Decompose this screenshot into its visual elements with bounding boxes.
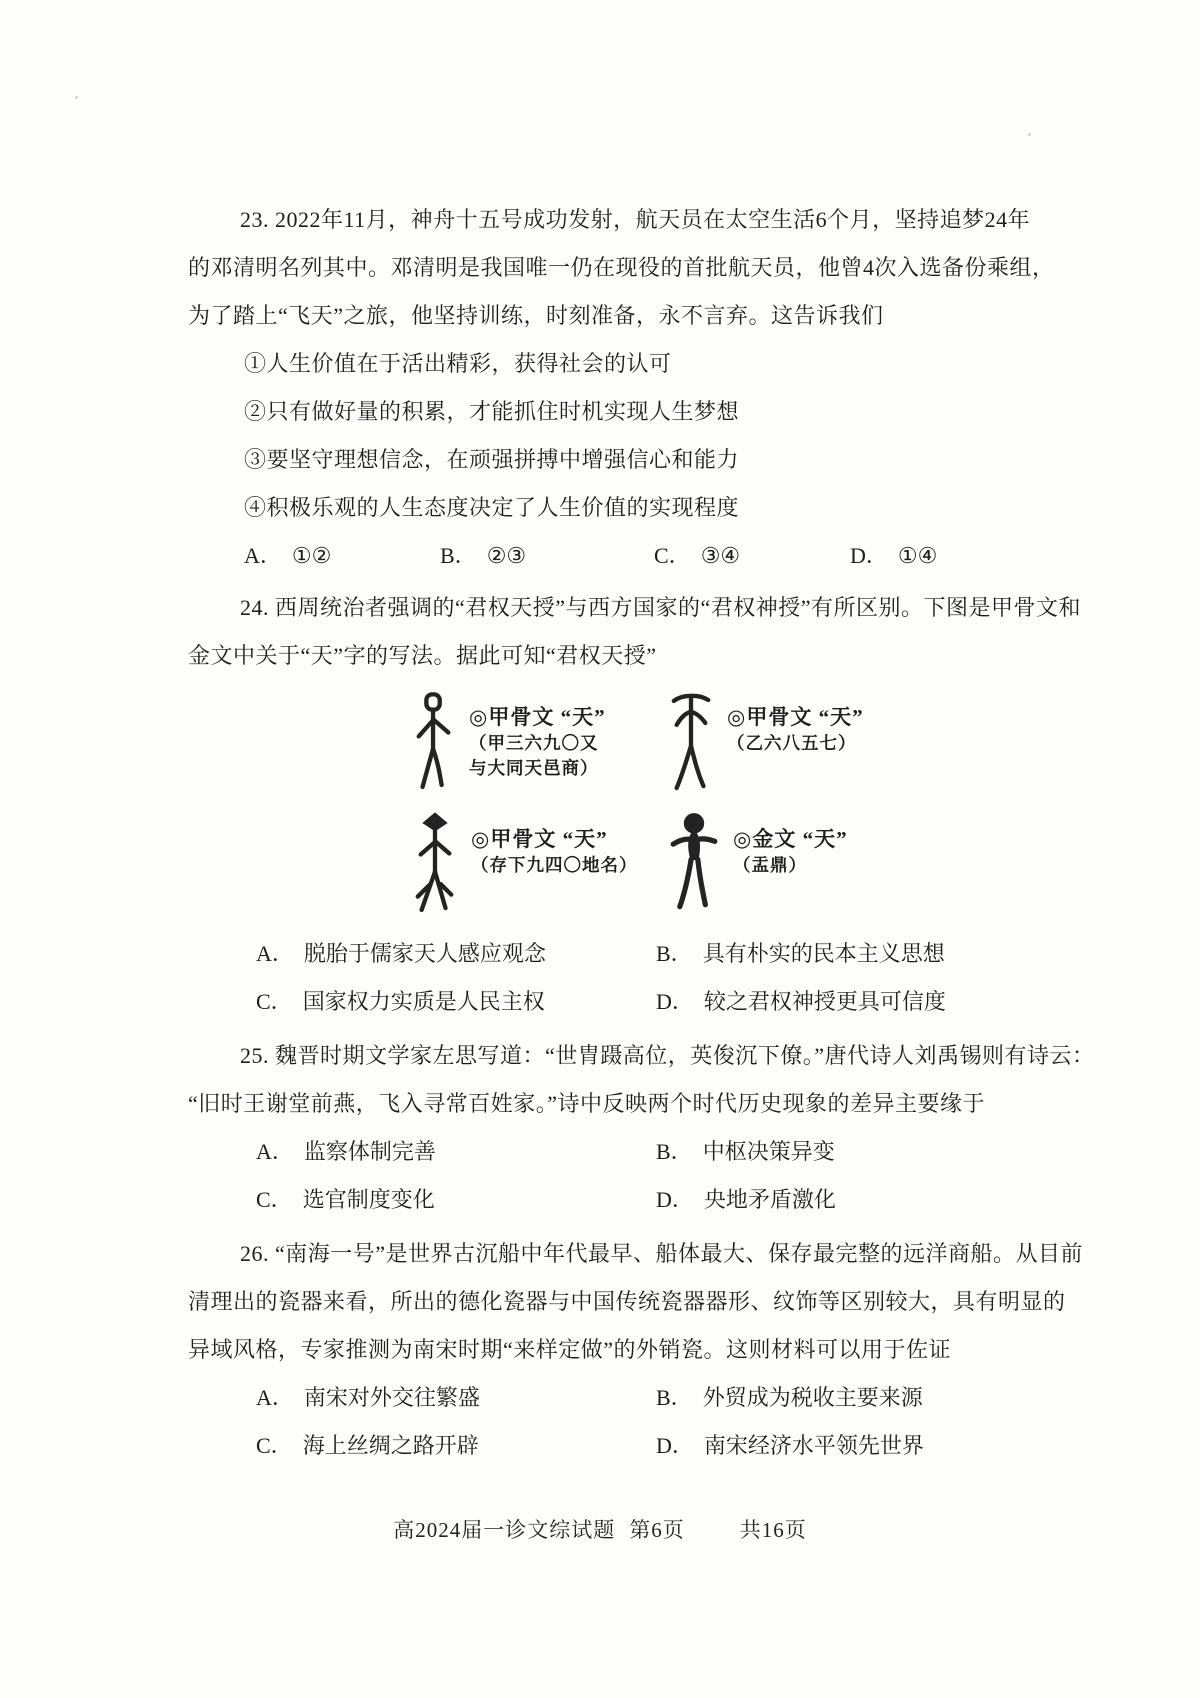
oracle-script-figure-panel [413,690,1070,918]
option-b [656,1374,923,1422]
option-key: C． [256,989,293,1014]
option-key: C． [654,543,691,568]
figure-title: ◎甲骨文 “天” [471,827,608,851]
figure-title: ◎甲骨文 “天” [469,705,606,729]
option-key: D． [850,543,888,568]
oracle-bone-tian-glyph-1-icon [413,690,455,798]
option-key: D． [656,989,694,1014]
option-text: ②③ [486,543,527,568]
option-key: A． [256,1385,294,1410]
figure-caption [469,690,606,781]
q26-options-row-cd [188,1422,1070,1470]
stem-line: 23. 2022年11月，神舟十五号成功发射，航天员在太空生活6个月，坚持追梦24年 [240,207,1031,232]
option-key: C． [256,1433,293,1458]
numbered-statement-4: ④积极乐观的人生态度决定了人生价值的实现程度 [244,495,740,520]
option-c [256,1176,656,1224]
option-d [850,532,937,580]
figure-oracle-tian-2 [669,690,925,798]
figure-note: （甲三六九〇又 [469,733,599,753]
option-text: 较之君权神授更具可信度 [703,989,946,1014]
option-a [256,1374,656,1422]
option-key: D． [656,1187,694,1212]
oracle-bone-tian-glyph-3-icon [413,812,457,918]
question-26 [188,1230,1084,1470]
q24-options-row-cd [188,978,1070,1026]
stem-line: 26. “南海一号”是世界古沉船中年代最早、船体最大、保存最完整的远洋商船。从目前 [240,1241,1084,1266]
option-text: 国家权力实质是人民主权 [302,989,545,1014]
numbered-statement-2: ②只有做好量的积累，才能抓住时机实现人生梦想 [244,399,740,424]
option-text: 脱胎于儒家天人感应观念 [303,941,546,966]
stem-line: 异域风格，专家推测为南宋时期“来样定做”的外销瓷。这则材料可以用于佐证 [188,1337,952,1362]
footer-total-pages: 共16页 [739,1518,807,1542]
oracle-bone-tian-glyph-2-icon [669,690,713,798]
option-key: B． [656,1139,693,1164]
figure-bronze-tian [669,812,925,918]
numbered-statement-3: ③要坚守理想信念，在顽强拼搏中增强信心和能力 [244,447,740,472]
scan-artifact-dot [1028,133,1031,136]
stem-line: 清理出的瓷器来看，所出的德化瓷器与中国传统瓷器器形、纹饰等区别较大，具有明显的 [188,1289,1066,1314]
stem-line: 为了踏上“飞天”之旅，他坚持训练，时刻准备，永不言弃。这告诉我们 [188,303,884,328]
figure-row-2 [413,812,1070,918]
figure-title: ◎甲骨文 “天” [727,705,864,729]
q23-options-row [188,532,1070,580]
option-text: 监察体制完善 [303,1139,436,1164]
option-key: A． [244,543,282,568]
scan-artifact-dot [75,96,78,99]
figure-oracle-tian-1 [413,690,669,798]
option-text: 外贸成为税收主要来源 [702,1385,923,1410]
figure-oracle-tian-3 [413,812,669,918]
option-key: D． [656,1433,694,1458]
option-text: ①④ [897,543,938,568]
option-c [654,532,850,580]
question-23 [188,196,1070,580]
footer-page-number: 第6页 [629,1518,685,1542]
q26-options-row-ab [188,1374,1070,1422]
stem-line: 24. 西周统治者强调的“君权天授”与西方国家的“君权神授”有所区别。下图是甲骨文和 [240,595,1082,620]
option-key: A． [256,941,294,966]
figure-row-1 [413,690,1070,798]
option-d [656,1422,924,1470]
figure-caption [727,690,864,756]
option-text: ③④ [700,543,741,568]
stem-line: “旧时王谢堂前燕，飞入寻常百姓家。”诗中反映两个时代历史现象的差异主要缘于 [188,1091,986,1116]
question-24 [188,584,1082,1026]
option-text: 海上丝绸之路开辟 [302,1433,479,1458]
numbered-statement-1: ①人生价值在于活出精彩，获得社会的认可 [244,351,672,376]
bronze-script-tian-glyph-icon [669,812,719,918]
stem-line: 的邓清明名列其中。邓清明是我国唯一仍在现役的首批航天员，他曾4次入选备份乘组， [188,255,1055,280]
option-text: 中枢决策异变 [702,1139,835,1164]
option-key: B． [656,941,693,966]
figure-caption [471,812,638,878]
option-b [656,1128,835,1176]
page-footer [0,1514,1200,1544]
figure-note: （乙六八五七） [727,733,857,753]
question-25 [188,1032,1095,1224]
q24-options-row-ab [188,930,1070,978]
figure-note: （存下九四〇地名） [471,855,638,875]
option-text: 南宋对外交往繁盛 [303,1385,480,1410]
option-text: 央地矛盾激化 [703,1187,836,1212]
option-d [656,978,946,1026]
option-text: 选官制度变化 [302,1187,435,1212]
option-a [256,930,656,978]
exam-page-body [188,196,1095,1470]
figure-note: （盂鼎） [733,855,807,875]
option-a [256,1128,656,1176]
footer-exam-title: 高2024届一诊文综试题 [393,1518,616,1542]
option-c [256,1422,656,1470]
option-c [256,978,656,1026]
option-key: A． [256,1139,294,1164]
q25-options-row-cd [188,1176,1070,1224]
option-key: C． [256,1187,293,1212]
option-text: ①② [291,543,332,568]
q25-options-row-ab [188,1128,1070,1176]
figure-caption [733,812,848,878]
option-key: B． [656,1385,693,1410]
stem-line: 金文中关于“天”字的写法。据此可知“君权天授” [188,643,657,668]
option-text: 南宋经济水平领先世界 [703,1433,924,1458]
option-b [440,532,654,580]
option-d [656,1176,836,1224]
option-b [656,930,945,978]
option-a [244,532,440,580]
option-text: 具有朴实的民本主义思想 [702,941,945,966]
stem-line: 25. 魏晋时期文学家左思写道：“世胄蹑高位，英俊沉下僚。”唐代诗人刘禹锡则有诗云： [240,1043,1095,1068]
figure-note: 与大同天邑商） [469,758,599,778]
figure-title: ◎金文 “天” [733,827,848,851]
option-key: B． [440,543,477,568]
